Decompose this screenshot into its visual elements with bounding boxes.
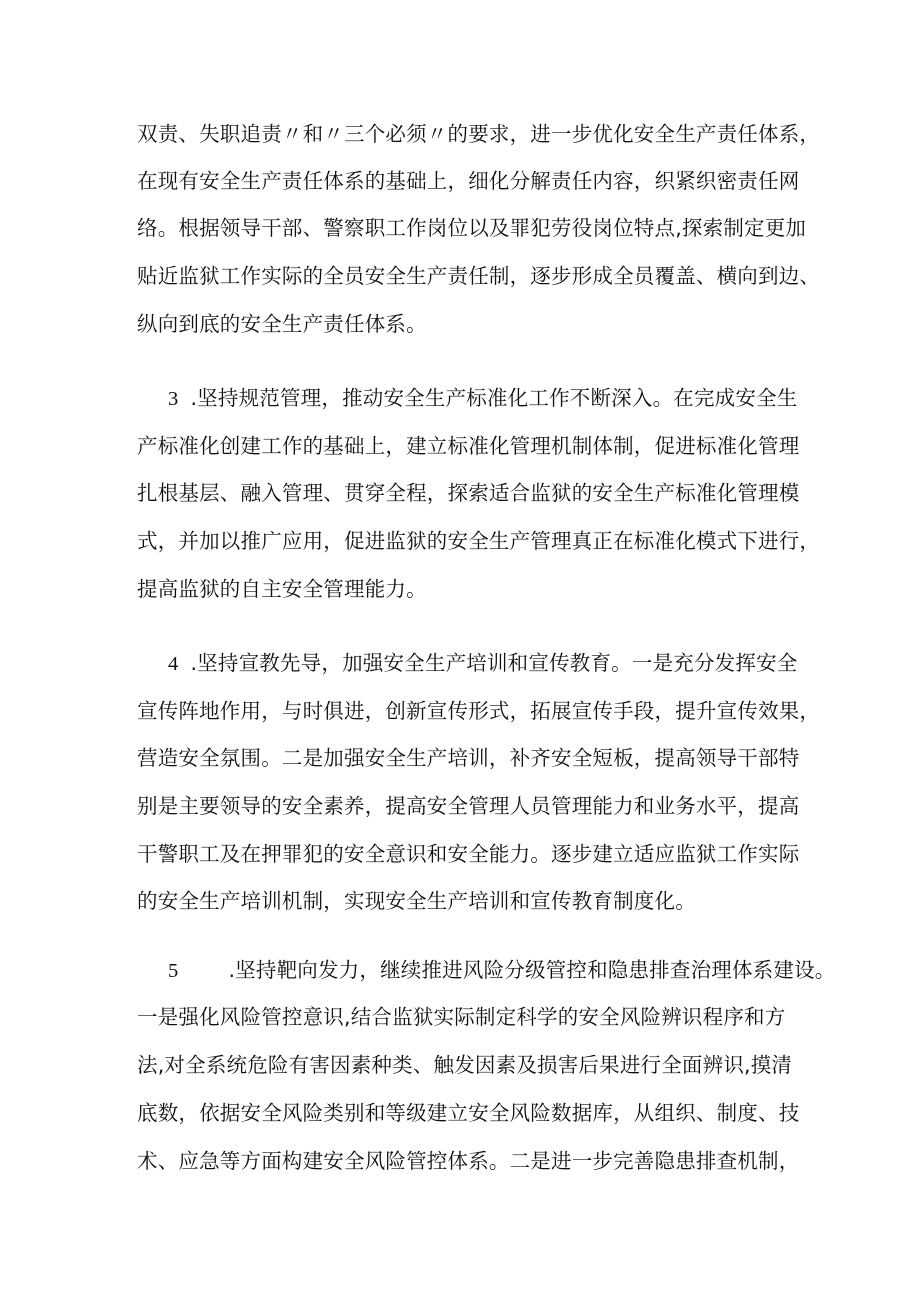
text-line: 双责、失职追责〃和〃三个必须〃的要求，进一步优化安全生产责任体系， bbox=[137, 122, 821, 146]
paragraph-number: 4 bbox=[168, 653, 179, 675]
text-line: 营造安全氛围。二是加强安全生产培训，补齐安全短板，提高领导干部特 bbox=[137, 746, 800, 770]
text-line-content: .坚持宣教先导，加强安全生产培训和宣传教育。一是充分发挥安全 bbox=[190, 651, 798, 675]
text-line: 产标准化创建工作的基础上，建立标准化管理机制体制，促进标准化管理 bbox=[137, 434, 800, 458]
text-line: 式，并加以推广应用，促进监狱的安全生产管理真正在标准化模式下进行， bbox=[137, 529, 821, 553]
text-line-content: .坚持规范管理，推动安全生产标准化工作不断深入。在完成安全生 bbox=[190, 386, 798, 410]
text-line: 术、应急等方面构建安全风险管控体系。二是进一步完善隐患排查机制， bbox=[137, 1149, 800, 1173]
text-line bbox=[168, 648, 798, 679]
text-line: 宣传阵地作用，与时俱进，创新宣传形式，拓展宣传手段，提升宣传效果， bbox=[137, 699, 821, 723]
text-line: 络。根据领导干部、警察职工作岗位以及罪犯劳役岗位特点,探索制定更加 bbox=[137, 216, 807, 240]
text-line: 纵向到底的安全生产责任体系。 bbox=[137, 312, 427, 336]
text-line: 在现有安全生产责任体系的基础上，细化分解责任内容，织紧织密责任网 bbox=[137, 169, 800, 193]
text-line-content: .坚持靶向发力，继续推进风险分级管控和隐患排查治理体系建设。 bbox=[228, 958, 836, 982]
text-line: 扎根基层、融入管理、贯穿全程，探索适合监狱的安全生产标准化管理模 bbox=[137, 481, 800, 505]
text-line: 底数，依据安全风险类别和等级建立安全风险数据库，从组织、制度、技 bbox=[137, 1101, 800, 1125]
paragraph-number: 5 bbox=[168, 960, 179, 982]
text-line bbox=[168, 955, 836, 986]
text-line: 法,对全系统危险有害因素种类、触发因素及损害后果进行全面辨识,摸清 bbox=[137, 1053, 793, 1077]
text-line: 一是强化风险管控意识,结合监狱实际制定科学的安全风险辨识程序和方 bbox=[137, 1005, 786, 1029]
text-line: 贴近监狱工作实际的全员安全生产责任制，逐步形成全员覆盖、横向到边、 bbox=[137, 264, 821, 288]
text-line bbox=[168, 383, 798, 414]
paragraph-number: 3 bbox=[168, 388, 179, 410]
text-line: 提高监狱的自主安全管理能力。 bbox=[137, 577, 427, 601]
text-line: 干警职工及在押罪犯的安全意识和安全能力。逐步建立适应监狱工作实际 bbox=[137, 842, 800, 866]
text-line: 别是主要领导的安全素养，提高安全管理人员管理能力和业务水平，提高 bbox=[137, 794, 800, 818]
text-line: 的安全生产培训机制，实现安全生产培训和宣传教育制度化。 bbox=[137, 889, 696, 913]
